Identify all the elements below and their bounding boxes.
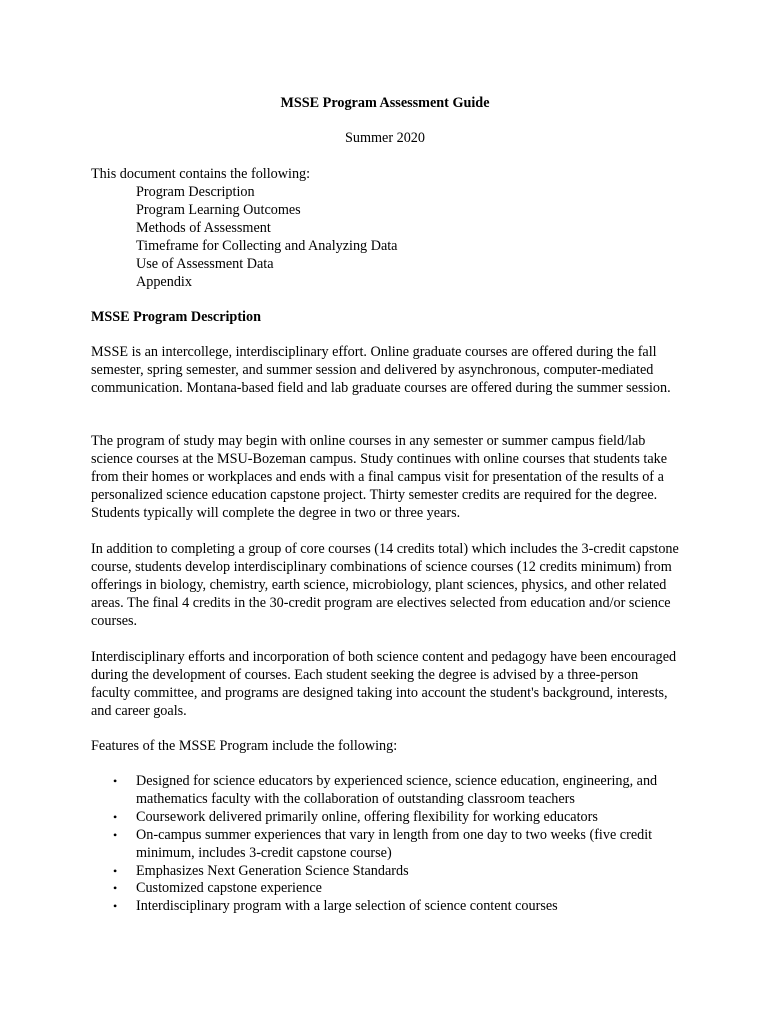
paragraph-interdisciplinary: Interdisciplinary efforts and incorporation of both science content and pedagogy have been encouraged during the development of courses. Each student seeking the degree is advised by a three-person faculty committee, and programs are designed taking into account the student's background, interests, and career goals.	[91, 649, 677, 719]
feature-text: Coursework delivered primarily online, offering flexibility for working educators	[136, 808, 598, 825]
feature-text: Customized capstone experience	[136, 880, 322, 897]
list-item	[91, 880, 681, 898]
feature-text: On-campus summer experiences that vary in length from one day to two weeks (five credit minimum, includes 3-credit capstone course)	[136, 826, 653, 861]
feature-text: Emphasizes Next Generation Science Standards	[136, 862, 409, 879]
document-subtitle: Summer 2020	[345, 130, 425, 146]
bullet-icon: •	[113, 881, 118, 896]
bullet-icon: •	[113, 774, 118, 788]
paragraph-features-intro: Features of the MSSE Program include the following:	[91, 738, 398, 754]
list-item	[91, 827, 681, 863]
bullet-icon: •	[113, 827, 118, 842]
bullet-icon: •	[113, 863, 118, 878]
toc-item-use-of-data: Use of Assessment Data	[136, 255, 274, 272]
list-item	[91, 898, 681, 916]
feature-text: Designed for science educators by experienced science, science education, engineering, and mathematics faculty with the collaboration of outstanding classroom teachers	[136, 773, 658, 807]
features-list	[91, 773, 681, 916]
intro-text: This document contains the following:	[91, 166, 311, 182]
toc-item-learning-outcomes: Program Learning Outcomes	[136, 201, 301, 218]
list-item	[91, 863, 681, 881]
bullet-icon: •	[113, 809, 118, 824]
list-item	[91, 773, 681, 809]
bullet-icon: •	[113, 899, 118, 914]
toc-item-program-description: Program Description	[136, 184, 255, 200]
section-heading: MSSE Program Description	[91, 309, 261, 325]
paragraph-program-of-study: The program of study may begin with online courses in any semester or summer campus field/lab science courses at the MSU-Bozeman campus. Study continues with online courses that students take from their homes or workplaces and ends with a final campus visit for presentation of the results of a personalized science education capstone project. Thirty semester credits are required for the degree. Students typically will complete the degree in two or three years.	[91, 433, 668, 521]
paragraph-overview: MSSE is an intercollege, interdisciplinary effort. Online graduate courses are offered during the fall semester, spring semester, and summer session and delivered by asynchronous, computer-mediated communication. Montana-based field and lab graduate courses are offered during the summer session.	[91, 344, 671, 396]
toc-item-methods-of-assessment: Methods of Assessment	[136, 219, 271, 236]
paragraph-core-courses: In addition to completing a group of core courses (14 credits total) which includes the 3-credit capstone course, students develop interdisciplinary combinations of science courses (12 credits minimum) from offerings in biology, chemistry, earth science, microbiology, plant sciences, physics, and other related areas. The final 4 credits in the 30-credit program are electives selected from education and/or science courses.	[91, 541, 679, 629]
document-title: MSSE Program Assessment Guide	[280, 95, 490, 111]
table-of-contents	[136, 184, 636, 291]
feature-text: Interdisciplinary program with a large selection of science content courses	[136, 898, 558, 915]
list-item	[91, 809, 681, 827]
toc-item-appendix: Appendix	[136, 273, 192, 290]
toc-item-timeframe: Timeframe for Collecting and Analyzing Data	[136, 237, 398, 254]
